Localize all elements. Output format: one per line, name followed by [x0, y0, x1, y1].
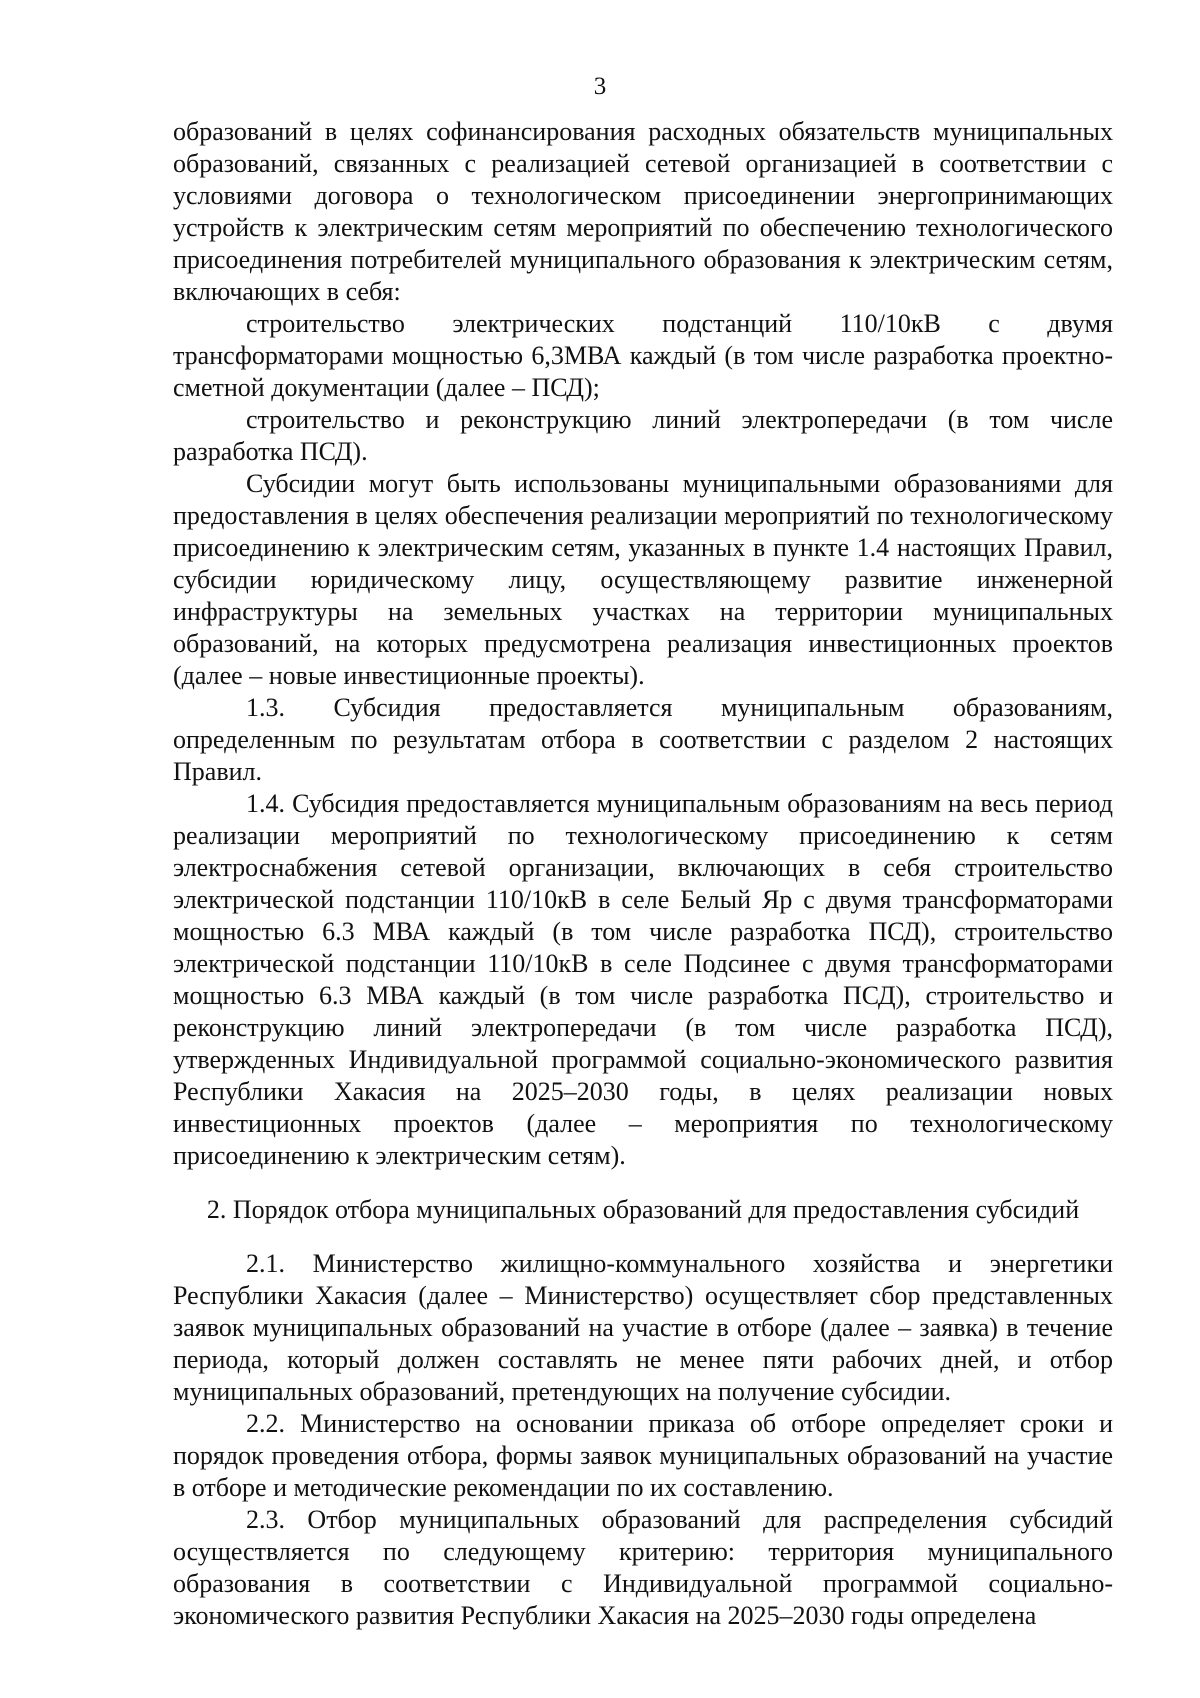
paragraph-1-4: 1.4. Субсидия предоставляется муниципальным образованиям на весь период реализации мероприятий по технологическому присоединению к сетям электроснабжения сетевой организации, включающих в себя строительство электрической подстанции 110/10кВ в селе Белый Яр с двумя трансформаторами мощностью 6.3 МВА каждый (в том числе разработка ПСД), строительство электрической подстанции 110/10кВ в селе Подсинее с двумя трансформаторами мощностью 6.3 МВА каждый (в том числе разработка ПСД), строительство и реконструкцию линий электропередачи (в том числе разработка ПСД), утвержденных Индивидуальной программой социально-экономического развития Республики Хакасия на 2025–2030 годы, в целях реализации новых инвестиционных проектов (далее – мероприятия по технологическому присоединению к электрическим сетям). [173, 789, 1113, 1170]
paragraph-substations: строительство электрических подстанций 110/10кВ с двумя трансформаторами мощностью 6,3МВА каждый (в том числе разработка проектно-сметной документации (далее – ПСД); [173, 309, 1113, 402]
page-number: 3 [593, 73, 607, 100]
section-2-title: 2. Порядок отбора муниципальных образований для предоставления субсидий [206, 1195, 1080, 1224]
document-body [173, 116, 1113, 1632]
paragraph-2-3: 2.3. Отбор муниципальных образований для распределения субсидий осуществляется по следующему критерию: территория муниципального образования в соответствии с Индивидуальной программой социально-экономического развития Республики Хакасия на 2025–2030 годы определена [173, 1505, 1113, 1630]
paragraph-subsidy-usage: Субсидии могут быть использованы муниципальными образованиями для предоставления в целях обеспечения реализации мероприятий по технологическому присоединению к электрическим сетям, указанных в пункте 1.4 настоящих Правил, субсидии юридическому лицу, осуществляющему развитие инженерной инфраструктуры на земельных участках на территории муниципальных образований, на которых предусмотрена реализация инвестиционных проектов (далее – новые инвестиционные проекты). [173, 469, 1113, 690]
paragraph-2-2: 2.2. Министерство на основании приказа об отборе определяет сроки и порядок проведения отбора, формы заявок муниципальных образований на участие в отборе и методические рекомендации по их составлению. [173, 1409, 1113, 1502]
paragraph-continuation: образований в целях софинансирования расходных обязательств муниципальных образований, связанных с реализацией сетевой организацией в соответствии с условиями договора о технологическом присоединении энергопринимающих устройств к электрическим сетям мероприятий по обеспечению технологического присоединения потребителей муниципального образования к электрическим сетям, включающих в себя: [173, 117, 1113, 306]
paragraph-2-1: 2.1. Министерство жилищно-коммунального хозяйства и энергетики Республики Хакасия (далее – Министерство) осуществляет сбор представленных заявок муниципальных образований на участие в отборе (далее – заявка) в течение периода, который должен составлять не менее пяти рабочих дней, и отбор муниципальных образований, претендующих на получение субсидии. [173, 1249, 1113, 1406]
paragraph-power-lines: строительство и реконструкцию линий электропередачи (в том числе разработка ПСД). [173, 405, 1113, 466]
paragraph-1-3: 1.3. Субсидия предоставляется муниципальным образованиям, определенным по результатам отбора в соответствии с разделом 2 настоящих Правил. [173, 693, 1113, 786]
